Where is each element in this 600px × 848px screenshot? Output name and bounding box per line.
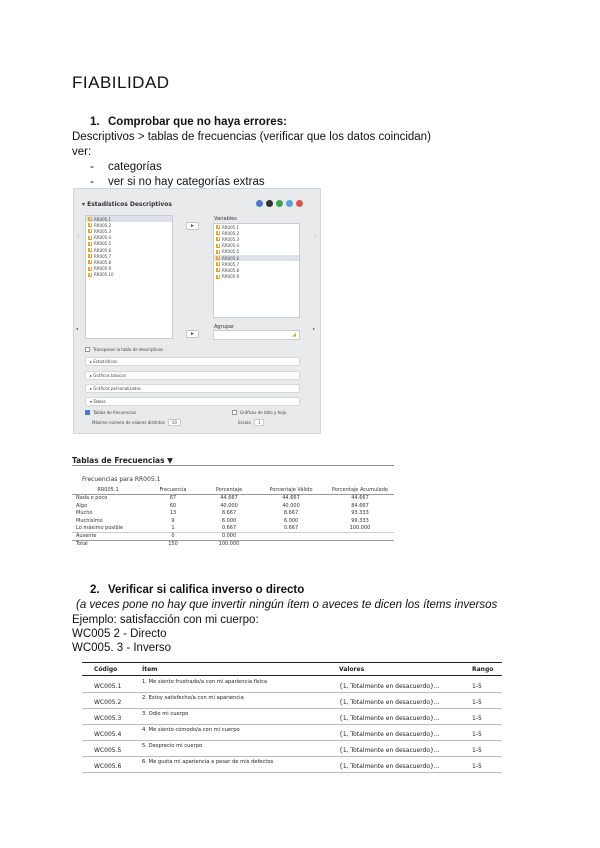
section-custom-plots[interactable]: ▸ Gráficos personalizados — [85, 384, 300, 393]
table-cell: 40.000 — [282, 502, 300, 509]
variable-name: RR005.9 — [94, 266, 112, 272]
stem-leaf-checkbox[interactable] — [232, 410, 237, 415]
scale-label: Escala — [238, 420, 251, 425]
transpose-label: Transponer la tabla de descriptivos — [93, 347, 164, 352]
table-cell: 84.667 — [351, 502, 369, 509]
selected-variables-list[interactable] — [213, 223, 300, 318]
frequency-table-header — [72, 456, 394, 466]
table-cell: 1 — [171, 525, 175, 532]
ordinal-variable-icon — [216, 275, 220, 279]
ordinal-variable-icon — [88, 242, 92, 246]
section-2-inverse: WC005. 3 - Inverso — [72, 642, 172, 654]
dropdown-icon[interactable]: ▼ — [167, 456, 173, 465]
table-cell: 99.333 — [351, 517, 369, 524]
ordinal-variable-icon — [216, 250, 220, 254]
item-table-head-row: Código Ítem Valores Rango — [82, 662, 502, 676]
frequency-table-head-row: RR005.1 Frecuencia Porcentaje Porcentaje Válido Porcentaje Acumulado — [72, 487, 394, 495]
right-scroll-icon[interactable]: ▸ — [313, 326, 316, 331]
section-1-heading: Comprobar que no haya errores: — [108, 116, 287, 128]
scale-input[interactable]: 1 — [254, 419, 265, 426]
table-cell: 5. Desprecio mi cuerpo — [142, 743, 203, 749]
stem-leaf-option[interactable] — [232, 410, 286, 415]
move-to-variables-button[interactable]: ► — [186, 222, 199, 230]
frequency-table-subtitle: Frecuencias para RR005.1 — [82, 476, 161, 483]
left-handle-icon[interactable]: ⋮ — [76, 233, 80, 238]
table-cell: {1, Totalmente en desacuerdo}... — [339, 699, 440, 706]
table-row — [72, 495, 394, 503]
table-cell: {1, Totalmente en desacuerdo}... — [339, 715, 440, 722]
ordinal-variable-icon — [88, 223, 92, 227]
table-cell: 9 — [171, 517, 175, 524]
table-cell: {1, Totalmente en desacuerdo}... — [339, 683, 440, 690]
left-scroll-icon[interactable]: ◂ — [76, 326, 79, 331]
panel-toolbar — [256, 200, 303, 207]
help-icon[interactable] — [286, 200, 293, 207]
available-variables-list[interactable] — [85, 215, 173, 339]
variable-name: RR005.6 — [94, 247, 112, 253]
frequency-tables-checkbox[interactable] — [85, 410, 90, 415]
variable-item[interactable] — [214, 274, 299, 280]
ordinal-variable-icon — [88, 229, 92, 233]
split-label: Agrupar — [214, 324, 235, 330]
variable-name: RR005.8 — [94, 259, 112, 265]
add-icon[interactable] — [276, 200, 283, 207]
section-tables[interactable]: ▾ Tablas — [85, 397, 300, 406]
variable-type-icon: ◢ — [292, 332, 296, 338]
ordinal-variable-icon — [216, 268, 220, 272]
section-statistics[interactable]: ▸ Estadísticos — [85, 357, 300, 366]
variable-name: RR005.6 — [222, 255, 240, 261]
section-1-line-1: Descriptivos > tablas de frecuencias (verificar que los datos coincidan) — [72, 131, 431, 143]
section-2-heading: Verificar si califica inverso o directo — [108, 584, 305, 596]
variable-name: RR005.7 — [222, 261, 240, 267]
table-cell: Nada o poco — [76, 495, 108, 502]
ordinal-variable-icon — [216, 225, 220, 229]
table-cell: {1, Totalmente en desacuerdo}... — [339, 747, 440, 754]
frequency-table — [72, 456, 394, 547]
ordinal-variable-icon — [88, 248, 92, 252]
table-cell: 100.000 — [349, 525, 371, 532]
table-cell: {1, Totalmente en desacuerdo}... — [339, 731, 440, 738]
table-cell: 0.667 — [221, 525, 237, 532]
table-cell: WC005.1 — [94, 683, 122, 690]
table-cell: WC005.6 — [94, 763, 122, 770]
section-2-number: 2. — [90, 584, 100, 596]
ordinal-variable-icon — [216, 237, 220, 241]
frequency-tables-label: Tablas de frecuencias — [93, 410, 136, 415]
close-icon[interactable] — [296, 200, 303, 207]
variable-name: RR005.7 — [94, 253, 112, 259]
expand-icon: ▾ — [90, 399, 94, 404]
table-cell: 2. Estoy satisfecho/a con mi apariencia — [142, 695, 244, 701]
table-cell: 0 — [171, 533, 175, 540]
move-to-split-button[interactable]: ► — [186, 330, 199, 338]
table-cell: Muchísimo — [76, 517, 103, 524]
section-1-line-2: ver: — [72, 146, 92, 158]
table-row — [72, 517, 394, 525]
table-cell: 8.667 — [221, 510, 237, 517]
table-cell: 1. Me siento frustrado/a con mi apariencia física — [142, 679, 268, 685]
variable-name: RR005.5 — [94, 241, 112, 247]
table-row — [72, 525, 394, 533]
table-cell: 6.000 — [283, 517, 299, 524]
variable-name: RR005.3 — [222, 236, 240, 242]
table-cell: WC005.4 — [94, 731, 122, 738]
split-by-box[interactable] — [213, 330, 300, 340]
table-cell: Algo — [76, 502, 88, 509]
table-cell: WC005.3 — [94, 715, 122, 722]
table-cell: 8.667 — [283, 510, 299, 517]
table-cell: Total — [76, 540, 88, 547]
right-handle-icon[interactable]: ⋮ — [313, 233, 317, 238]
variable-name: RR005.3 — [94, 228, 112, 234]
ordinal-variable-icon — [216, 256, 220, 260]
variable-name: RR005.2 — [222, 230, 240, 236]
info-icon[interactable] — [256, 200, 263, 207]
table-cell: 1-5 — [472, 715, 482, 722]
ordinal-variable-icon — [216, 244, 220, 248]
variable-name: RR005.1 — [94, 216, 112, 222]
table-cell: 3. Odio mi cuerpo — [142, 711, 189, 717]
variable-name: RR005.9 — [222, 274, 240, 280]
section-1-number: 1. — [90, 116, 100, 128]
variable-name: RR005.5 — [222, 249, 240, 255]
scale-option — [238, 419, 264, 426]
variables-label: Variables — [214, 216, 237, 222]
frequency-tables-option[interactable] — [85, 410, 136, 415]
max-distinct-label: Máximo número de valores distintos — [92, 420, 165, 425]
table-cell: 44.667 — [220, 495, 238, 502]
section-basic-plots[interactable]: ▸ Gráficos básicos — [85, 371, 300, 380]
table-row — [72, 540, 394, 548]
table-row — [82, 677, 502, 693]
check-icon[interactable] — [266, 200, 273, 207]
transpose-option[interactable] — [85, 347, 163, 352]
panel-header[interactable] — [82, 201, 172, 208]
max-distinct-option — [92, 419, 181, 426]
stem-leaf-label: Gráficos de tallo y hoja — [240, 410, 287, 415]
ordinal-variable-icon — [216, 262, 220, 266]
table-cell: 1-5 — [472, 683, 482, 690]
variable-name: RR005.10 — [94, 272, 114, 278]
table-cell: 44.667 — [351, 495, 369, 502]
table-cell: 150 — [168, 540, 178, 547]
expand-icon: ▸ — [90, 359, 94, 364]
variable-name: RR005.8 — [222, 267, 240, 273]
bullet-1: categorías — [108, 161, 162, 173]
table-cell: 13 — [169, 510, 177, 517]
table-row — [82, 725, 502, 741]
table-row — [82, 757, 502, 773]
table-cell: Ausente — [76, 533, 97, 540]
ordinal-variable-icon — [88, 273, 92, 277]
variable-name: RR005.1 — [222, 224, 240, 230]
table-cell: {1, Totalmente en desacuerdo}... — [339, 763, 440, 770]
section-2-example: Ejemplo: satisfacción con mi cuerpo: — [72, 614, 259, 626]
variable-name: RR005.4 — [222, 243, 240, 249]
variable-item[interactable] — [86, 272, 172, 278]
table-cell: 1-5 — [472, 699, 482, 706]
frequency-table-title: Tablas de Frecuencias — [72, 456, 165, 465]
table-cell: Lo máximo posible — [76, 525, 124, 532]
variable-name: RR005.4 — [94, 235, 112, 241]
table-row — [72, 532, 394, 540]
table-cell: 6.000 — [221, 517, 237, 524]
table-cell: 93.333 — [351, 510, 369, 517]
table-cell: 4. Me siento cómodo/a con mi cuerpo — [142, 727, 240, 733]
table-cell: 1-5 — [472, 763, 482, 770]
collapse-icon: ▾ — [82, 201, 86, 208]
table-row — [72, 510, 394, 518]
frequency-table-body — [72, 495, 394, 548]
ordinal-variable-icon — [88, 254, 92, 258]
table-row — [72, 502, 394, 510]
ordinal-variable-icon — [216, 231, 220, 235]
expand-icon: ▸ — [90, 386, 94, 391]
table-cell: 0.000 — [221, 533, 237, 540]
table-cell: 1-5 — [472, 747, 482, 754]
ordinal-variable-icon — [88, 217, 92, 221]
ordinal-variable-icon — [88, 260, 92, 264]
table-cell: 67 — [169, 495, 177, 502]
table-row — [82, 741, 502, 757]
bullet-dash: - — [90, 161, 94, 173]
section-2-note: (a veces pone no hay que invertir ningún ítem o aveces te dicen los ítems inversos — [76, 599, 498, 611]
table-cell: 1-5 — [472, 731, 482, 738]
bullet-2: ver si no hay categorías extras — [108, 176, 265, 188]
table-cell: WC005.5 — [94, 747, 122, 754]
table-cell: 60 — [169, 502, 177, 509]
table-cell: 44.667 — [282, 495, 300, 502]
expand-icon: ▸ — [90, 373, 94, 378]
descriptives-panel — [73, 188, 321, 434]
table-cell: 0.667 — [283, 525, 299, 532]
max-distinct-input[interactable]: 10 — [168, 419, 181, 426]
table-row — [82, 693, 502, 709]
table-cell: 100.000 — [218, 540, 240, 547]
ordinal-variable-icon — [88, 267, 92, 271]
section-2-direct: WC005 2 - Directo — [72, 628, 167, 640]
table-cell: WC005.2 — [94, 699, 122, 706]
transpose-checkbox[interactable] — [85, 347, 90, 352]
panel-title: Estadísticos Descriptivos — [87, 201, 172, 208]
variable-name: RR005.2 — [94, 222, 112, 228]
bullet-dash: - — [90, 176, 94, 188]
ordinal-variable-icon — [88, 236, 92, 240]
page-title: FIABILIDAD — [72, 73, 170, 92]
table-row — [82, 709, 502, 725]
table-cell: 6. Me gusta mi apariencia a pesar de mis defectos — [142, 759, 274, 765]
table-cell: 40.000 — [220, 502, 238, 509]
table-cell: Mucho — [76, 510, 93, 517]
